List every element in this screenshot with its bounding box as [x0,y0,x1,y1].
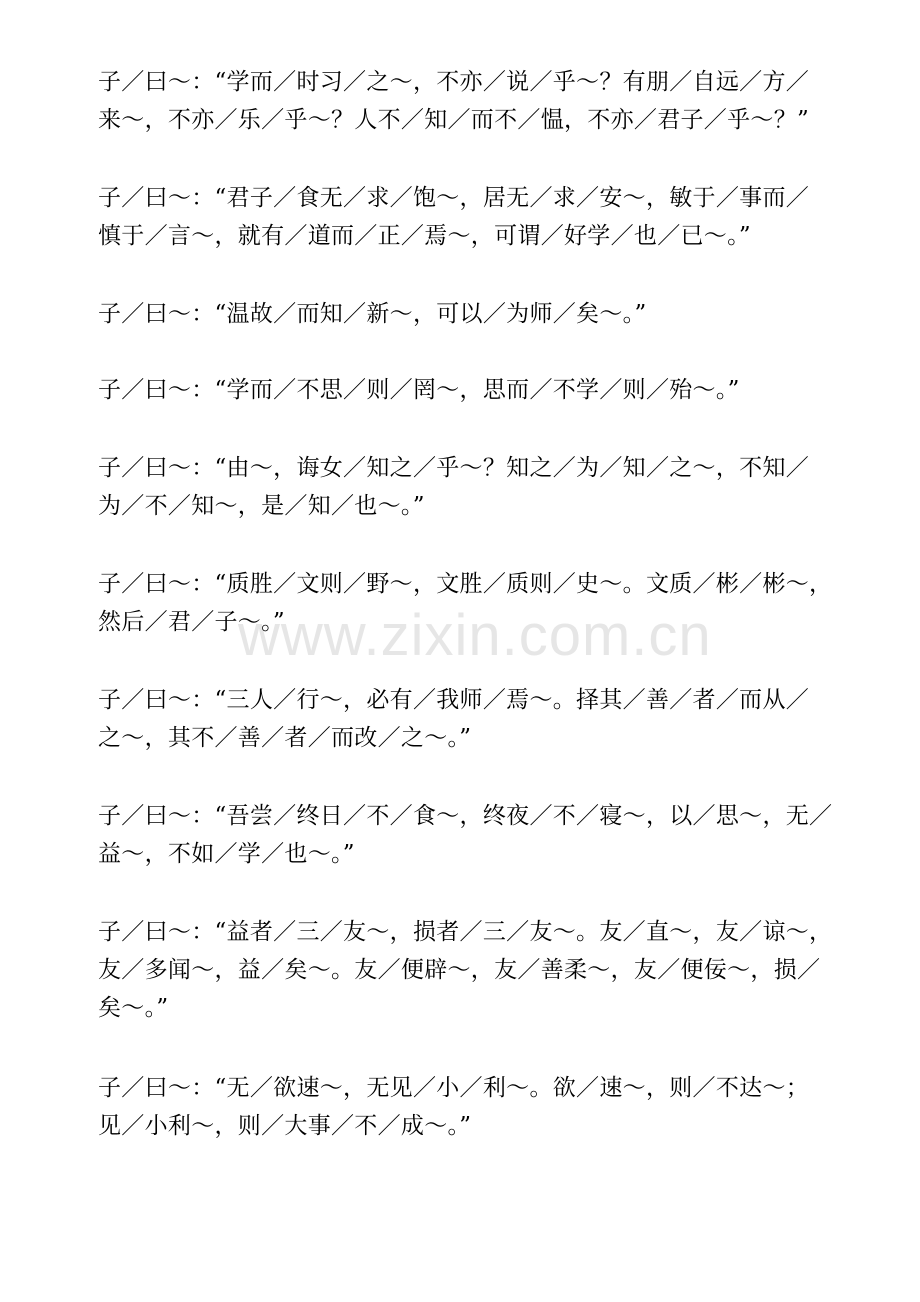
paragraph-9 [98,913,868,1027]
paragraph-line: 子／曰～：“无／欲速～，无见／小／利～。欲／速～，则／不达～； [98,1075,810,1101]
paragraph-2 [98,179,868,255]
paragraph-8 [98,797,868,873]
paragraph-1 [98,63,868,139]
paragraph-line: 子／曰～：“学而／不思／则／罔～，思而／不学／则／殆～。” [98,377,740,403]
paragraph-10 [98,1069,868,1145]
paragraph-7 [98,681,868,757]
watermark: www.zixin.com.cn [238,603,712,668]
paragraph-line: 慎于／言～，就有／道而／正／焉～，可谓／好学／也／已～。” [98,223,751,249]
paragraph-line: 见／小利～，则／大事／不／成～。” [98,1113,472,1139]
paragraph-3 [98,295,868,333]
paragraph-line: 之～，其不／善／者／而改／之～。” [98,725,472,751]
paragraph-line: 子／曰～：“吾尝／终日／不／食～，终夜／不／寝～，以／思～，无／ [98,803,833,829]
paragraph-line: 益～，不如／学／也～。” [98,841,355,867]
paragraph-5 [98,449,868,525]
paragraph-4 [98,371,868,409]
paragraph-line: 来～，不亦／乐／乎～？人不／知／而不／愠，不亦／君子／乎～？” [98,107,810,133]
paragraph-line: 矣～。” [98,995,169,1021]
paragraph-line: 子／曰～：“三人／行～，必有／我师／焉～。择其／善／者／而从／ [98,687,810,713]
paragraph-line: 子／曰～：“由～，诲女／知之／乎～？知之／为／知／之～，不知／ [98,455,810,481]
paragraph-6 [98,565,868,641]
paragraph-line: 子／曰～：“质胜／文则／野～，文胜／质则／史～。文质／彬／彬～， [98,571,833,597]
paragraph-line: 然后／君／子～。” [98,609,285,635]
paragraph-line: 子／曰～：“益者／三／友～，损者／三／友～。友／直～，友／谅～， [98,919,833,945]
paragraph-line: 为／不／知～，是／知／也～。” [98,493,425,519]
paragraph-line: 子／曰～：“温故／而知／新～，可以／为师／矣～。” [98,301,647,327]
paragraph-line: 子／曰～：“君子／食无／求／饱～，居无／求／安～，敏于／事而／ [98,185,810,211]
paragraph-line: 子／曰～：“学而／时习／之～，不亦／说／乎～？有朋／自远／方／ [98,69,810,95]
paragraph-line: 友／多闻～，益／矣～。友／便辟～，友／善柔～，友／便佞～，损／ [98,957,821,983]
